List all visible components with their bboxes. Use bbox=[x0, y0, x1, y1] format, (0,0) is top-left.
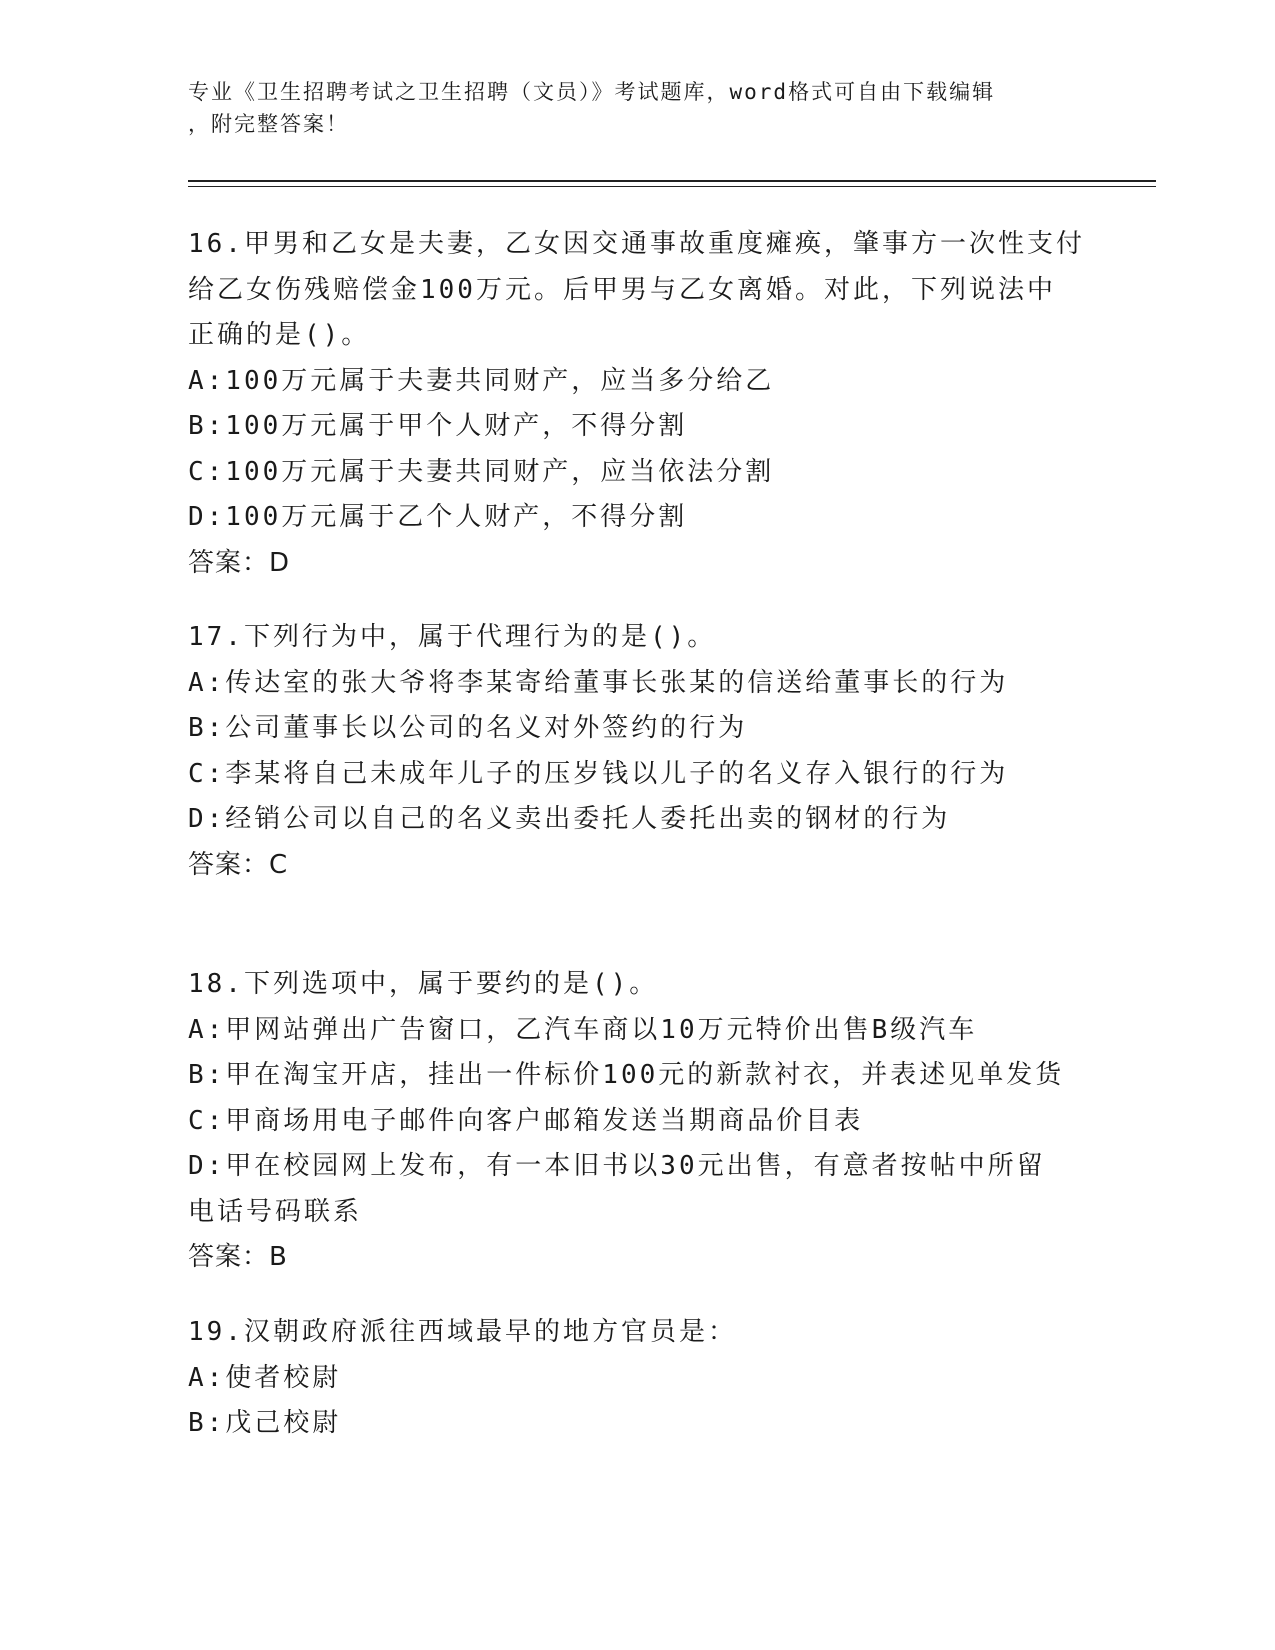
question-stem: 17.下列行为中，属于代理行为的是()。 bbox=[188, 622, 717, 652]
document-header bbox=[188, 76, 1088, 140]
option-b: B:公司董事长以公司的名义对外签约的行为 bbox=[188, 713, 748, 743]
option-a: A:使者校尉 bbox=[188, 1362, 342, 1393]
option-d: D:100万元属于乙个人财产，不得分割 bbox=[188, 502, 688, 532]
answer: 答案：C bbox=[188, 849, 289, 880]
option-d: D:经销公司以自己的名义卖出委托人委托出卖的钢材的行为 bbox=[188, 804, 951, 834]
option-b: B:甲在淘宝开店，挂出一件标价100元的新款衬衣，并表述见单发货 bbox=[188, 1060, 1065, 1090]
question-16 bbox=[188, 222, 1088, 586]
option-b: B:100万元属于甲个人财产，不得分割 bbox=[188, 411, 688, 441]
question-19 bbox=[188, 1310, 1088, 1447]
option-c: C:100万元属于夫妻共同财产，应当依法分割 bbox=[188, 456, 775, 487]
option-a: A:甲网站弹出广告窗口，乙汽车商以10万元特价出售B级汽车 bbox=[188, 1014, 978, 1045]
option-a: A:传达室的张大爷将李某寄给董事长张某的信送给董事长的行为 bbox=[188, 667, 1009, 698]
option-c: C:李某将自己未成年儿子的压岁钱以儿子的名义存入银行的行为 bbox=[188, 758, 1009, 789]
question-18 bbox=[188, 962, 1088, 1281]
question-17 bbox=[188, 615, 1088, 888]
question-stem: 16.甲男和乙女是夫妻，乙女因交通事故重度瘫痪，肇事方一次性支付 bbox=[188, 229, 1085, 259]
header-line-1: 专业《卫生招聘考试之卫生招聘（文员）》考试题库，word格式可自由下载编辑 bbox=[188, 80, 996, 104]
option-d-continued: 电话号码联系 bbox=[188, 1196, 363, 1227]
question-stem: 19.汉朝政府派往西域最早的地方官员是： bbox=[188, 1317, 737, 1347]
answer: 答案：B bbox=[188, 1242, 288, 1272]
header-divider bbox=[188, 180, 1156, 187]
question-stem: 正确的是()。 bbox=[188, 320, 371, 350]
option-d: D:甲在校园网上发布，有一本旧书以30元出售，有意者按帖中所留 bbox=[188, 1151, 1046, 1181]
option-a: A:100万元属于夫妻共同财产，应当多分给乙 bbox=[188, 365, 775, 396]
header-line-2: ，附完整答案！ bbox=[188, 112, 349, 136]
question-stem: 18.下列选项中，属于要约的是()。 bbox=[188, 969, 659, 999]
answer: 答案：D bbox=[188, 547, 291, 578]
question-stem: 给乙女伤残赔偿金100万元。后甲男与乙女离婚。对此，下列说法中 bbox=[188, 274, 1056, 305]
option-c: C:甲商场用电子邮件向客户邮箱发送当期商品价目表 bbox=[188, 1105, 864, 1136]
option-b: B:戊己校尉 bbox=[188, 1408, 342, 1438]
